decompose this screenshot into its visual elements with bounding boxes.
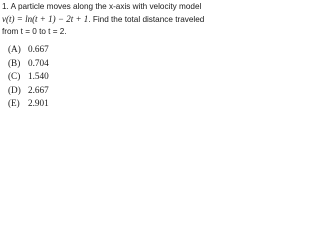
choice-d <box>8 84 49 98</box>
question-line-1 <box>2 1 202 13</box>
question-block <box>2 1 205 38</box>
question-number: 1. <box>2 2 9 11</box>
answer-choices <box>8 43 49 111</box>
choice-a <box>8 43 49 57</box>
question-intro: A particle moves along the x-axis with velocity model <box>10 2 202 11</box>
choice-letter: (A) <box>8 44 21 54</box>
choice-value: 2.901 <box>28 98 49 108</box>
choice-letter: (E) <box>8 98 20 108</box>
choice-value: 0.667 <box>28 44 49 54</box>
choice-letter: (D) <box>8 84 21 95</box>
choice-e <box>8 97 49 111</box>
question-line-2 <box>2 13 205 26</box>
choice-value: 2.667 <box>28 84 49 95</box>
velocity-formula: v(t) = ln(t + 1) − 2t + 1 <box>2 14 89 24</box>
question-prompt: . Find the total distance traveled <box>88 15 205 24</box>
choice-b <box>8 57 49 71</box>
choice-c <box>8 70 49 84</box>
choice-letter: (C) <box>8 71 21 81</box>
choice-value: 1.540 <box>28 71 49 81</box>
choice-letter: (B) <box>8 57 21 68</box>
choice-value: 0.704 <box>28 57 49 68</box>
question-line-3 <box>2 26 199 38</box>
time-range: from t = 0 to t = 2. <box>2 27 67 36</box>
